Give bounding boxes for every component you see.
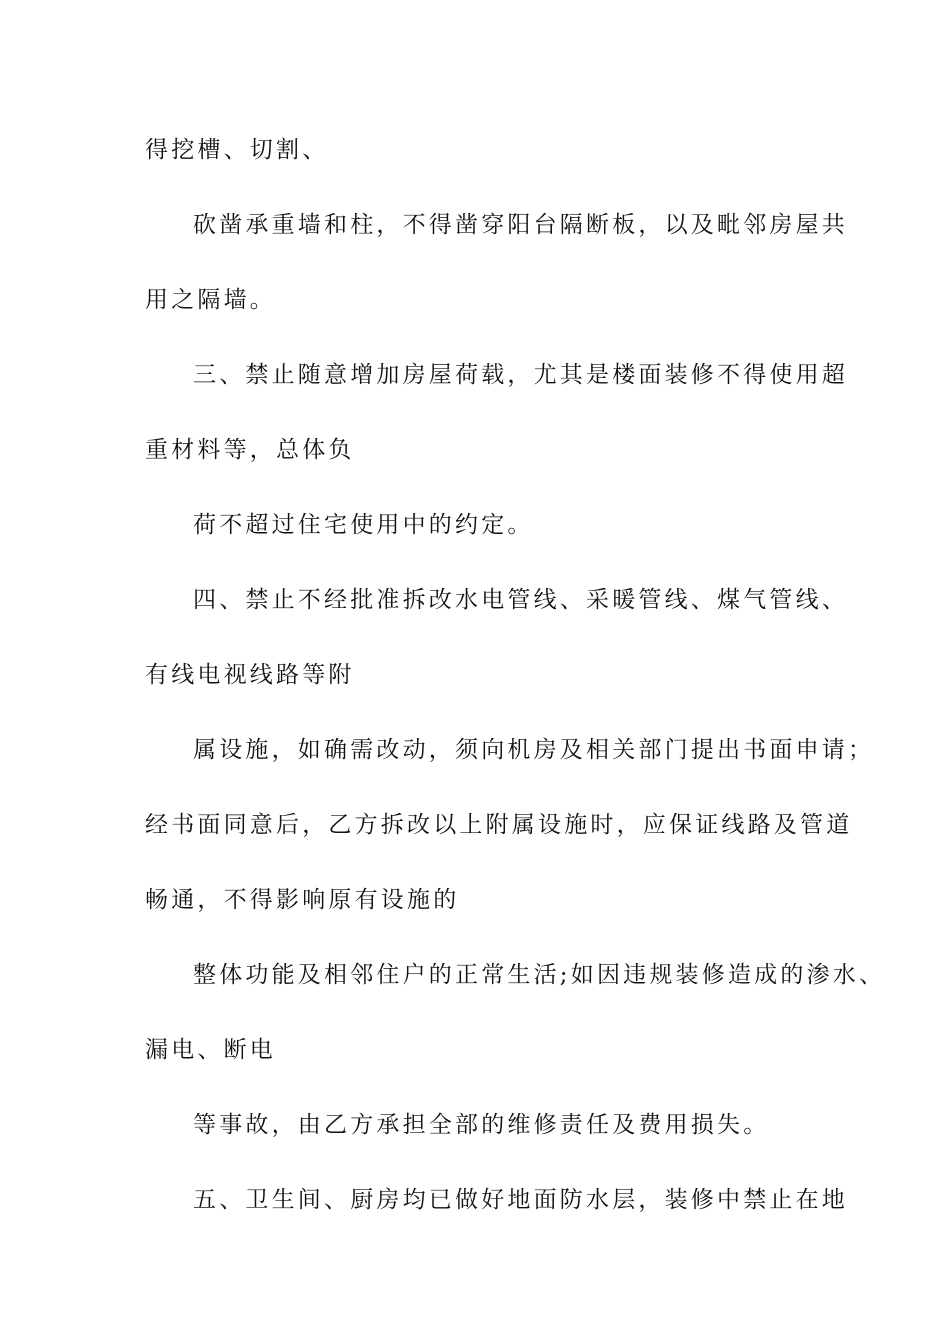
text-line: 重材料等，总体负 bbox=[145, 437, 355, 463]
text-line: 等事故，由乙方承担全部的维修责任及费用损失。 bbox=[193, 1112, 770, 1138]
text-line: 四、禁止不经批准拆改水电管线、采暖管线、煤气管线、 bbox=[193, 587, 848, 613]
text-line: 得挖槽、切割、 bbox=[145, 137, 329, 163]
text-line: 属设施，如确需改动，须向机房及相关部门提出书面申请； bbox=[193, 737, 875, 763]
text-line: 整体功能及相邻住户的正常生活;如因违规装修造成的渗水、 bbox=[193, 962, 886, 988]
text-line: 经书面同意后，乙方拆改以上附属设施时，应保证线路及管道 bbox=[145, 812, 853, 838]
text-line: 畅通，不得影响原有设施的 bbox=[145, 887, 460, 913]
text-line: 三、禁止随意增加房屋荷载，尤其是楼面装修不得使用超 bbox=[193, 362, 848, 388]
text-line: 有线电视线路等附 bbox=[145, 662, 355, 688]
text-line: 荷不超过住宅使用中的约定。 bbox=[193, 512, 534, 538]
text-line: 砍凿承重墙和柱，不得凿穿阳台隔断板，以及毗邻房屋共 bbox=[193, 212, 848, 238]
text-line: 五、卫生间、厨房均已做好地面防水层，装修中禁止在地 bbox=[193, 1187, 848, 1213]
text-line: 用之隔墙。 bbox=[145, 287, 276, 313]
text-line: 漏电、断电 bbox=[145, 1037, 276, 1063]
